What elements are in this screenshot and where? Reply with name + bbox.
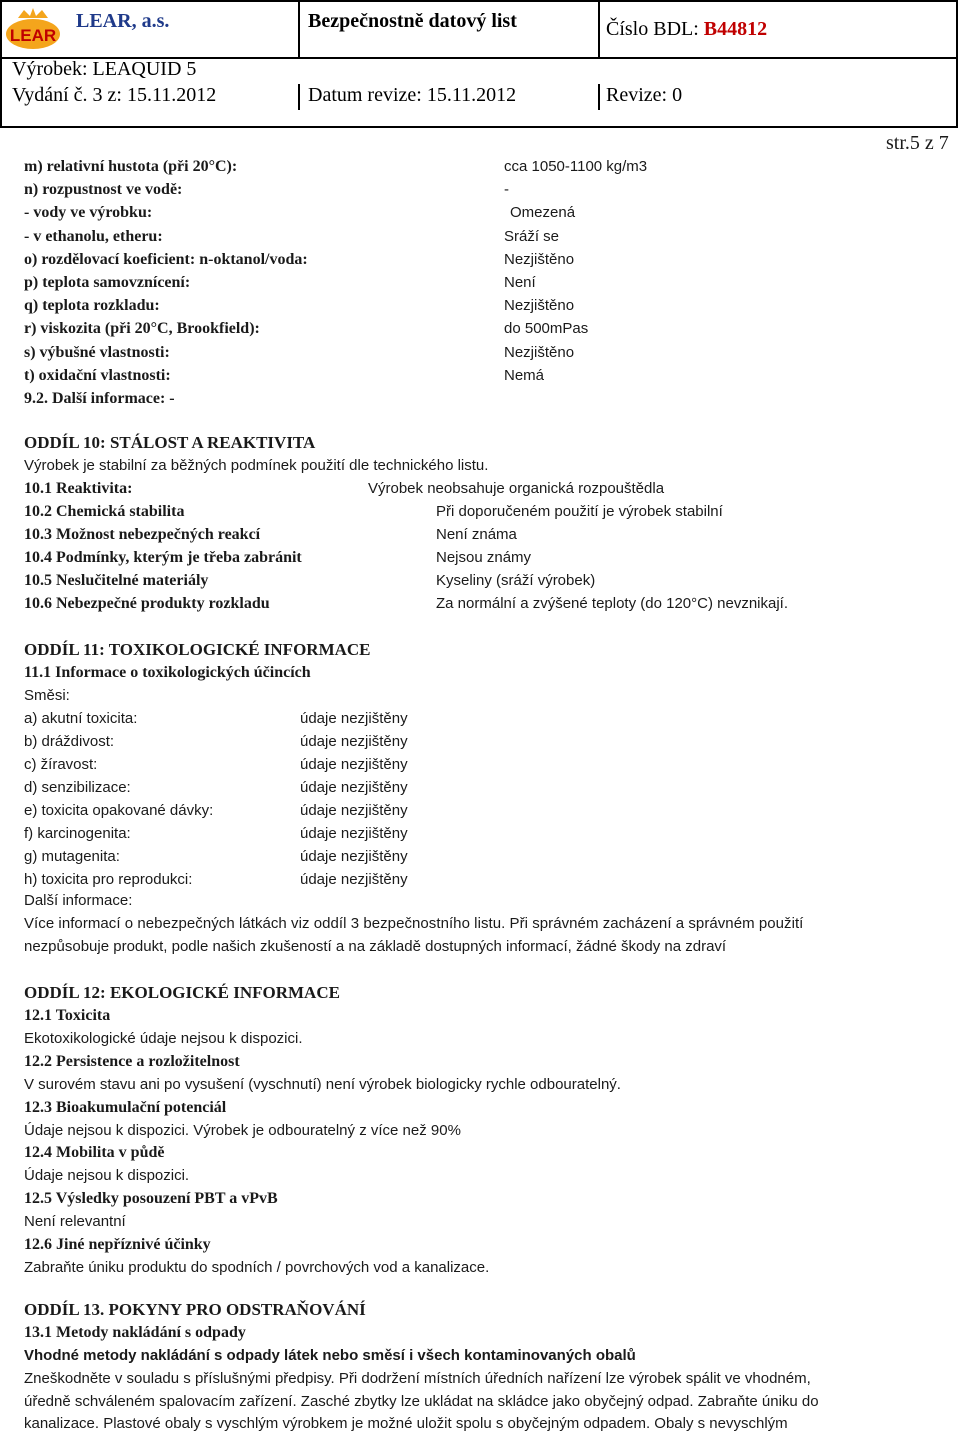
reaction-value: Nejsou známy — [436, 549, 532, 566]
property-label: o) rozdělovací koeficient: n-oktanol/voda: — [24, 250, 308, 268]
section11-title: ODDÍL 11: TOXIKOLOGICKÉ INFORMACE — [24, 640, 371, 659]
property-value: Sráží se — [504, 227, 560, 245]
page-number: str.5 z 7 — [886, 132, 949, 154]
toxicity-label: f) karcinogenita: — [24, 825, 131, 842]
toxicity-value: údaje nezjištěny — [300, 733, 408, 750]
property-label: t) oxidační vlastnosti: — [24, 366, 171, 384]
property-value: Není — [504, 274, 536, 291]
reaction-value: Za normální a zvýšené teploty (do 120°C) nevznikají. — [436, 595, 789, 612]
reaction-value: Při doporučeném použití je výrobek stabilní — [436, 503, 723, 520]
section13-line3: kanalizace. Plastové obaly s vyschlým výrobkem je možné uložit spolu s obyčejným odpadem. Obaly s nevyschlým — [24, 1415, 788, 1432]
section11-sub: 11.1 Informace o toxikologických účincích — [24, 664, 311, 681]
eco-text: Ekotoxikologické údaje nejsou k dispozici. — [24, 1030, 303, 1047]
property-value: Nemá — [504, 366, 545, 384]
property-label: 9.2. Další informace: - — [24, 390, 175, 407]
property-value: Nezjištěno — [504, 250, 575, 268]
property-value: Nezjištěno — [504, 297, 575, 315]
reaction-label: 10.2 Chemická stabilita — [24, 503, 185, 520]
toxicity-label: a) akutní toxicita: — [24, 710, 138, 727]
toxicity-label: c) žíravost: — [24, 756, 98, 773]
toxicity-value: údaje nezjištěny — [300, 802, 408, 819]
toxicity-value: údaje nezjištěny — [300, 756, 408, 773]
eco-heading: 12.2 Persistence a rozložitelnost — [24, 1052, 240, 1070]
eco-text: V surovém stavu ani po vysušení (vyschnutí) není výrobek biologicky rychle odbouratelný. — [24, 1075, 621, 1093]
document-header — [0, 0, 958, 128]
property-label: n) rozpustnost ve vodě: — [24, 181, 183, 199]
edition: Vydání č. 3 z: 15.11.2012 — [12, 84, 217, 106]
section13-sub: 13.1 Metody nakládání s odpady — [24, 1324, 246, 1341]
reaction-label: 10.4 Podmínky, kterým je třeba zabránit — [24, 549, 302, 566]
reaction-label: 10.1 Reaktivita: — [24, 480, 133, 497]
revision-date: Datum revize: 15.11.2012 — [308, 84, 517, 106]
section13-title: ODDÍL 13. POKYNY PRO ODSTRAŇOVÁNÍ — [24, 1300, 366, 1319]
section10-title: ODDÍL 10: STÁLOST A REAKTIVITA — [24, 433, 316, 452]
section12-title: ODDÍL 12: EKOLOGICKÉ INFORMACE — [24, 983, 340, 1002]
section11-para2: nezpůsobuje produkt, podle našich zkušeností a na základě dostupných informací, žádné škody na zdraví — [24, 938, 727, 955]
bdl-number: Číslo BDL: B44812 — [606, 18, 768, 40]
toxicity-value: údaje nezjištěny — [300, 825, 408, 842]
eco-heading: 12.3 Bioakumulační potenciál — [24, 1098, 227, 1116]
property-value: do 500mPas — [504, 320, 589, 338]
reaction-value: Výrobek neobsahuje organická rozpouštědla — [368, 480, 665, 497]
eco-text: Údaje nejsou k dispozici. Výrobek je odbouratelný z více než 90% — [24, 1121, 461, 1139]
reaction-label: 10.6 Nebezpečné produkty rozkladu — [24, 595, 270, 612]
logo-text: LEAR — [9, 26, 57, 45]
eco-heading: 12.5 Výsledky posouzení PBT a vPvB — [24, 1190, 278, 1208]
reaction-label: 10.5 Neslučitelné materiály — [24, 572, 209, 589]
section13-line2: úředně schváleném spalovacím zařízení. Zasché zbytky lze ukládat na skládce jako obyčejný odpad. Zabraňte úniku do — [24, 1393, 819, 1410]
toxicity-label: h) toxicita pro reprodukci: — [24, 871, 193, 888]
toxicity-value: údaje nezjištěny — [300, 848, 408, 865]
company-name: LEAR, a.s. — [76, 10, 170, 32]
property-label: q) teplota rozkladu: — [24, 297, 160, 315]
reaction-label: 10.3 Možnost nebezpečných reakcí — [24, 526, 261, 543]
section13-bold-line: Vhodné metody nakládání s odpady látek nebo směsí i všech kontaminovaných obalů — [24, 1347, 636, 1364]
section11-mix: Směsi: — [24, 687, 70, 704]
doc-type: Bezpečnostně datový list — [308, 10, 517, 32]
section10-intro: Výrobek je stabilní za běžných podmínek použití dle technického listu. — [24, 457, 489, 474]
eco-heading: 12.1 Toxicita — [24, 1007, 111, 1024]
eco-text: Není relevantní — [24, 1213, 126, 1231]
toxicity-label: g) mutagenita: — [24, 848, 120, 865]
section13-line1: Zneškodněte v souladu s příslušnými předpisy. Při dodržení místních úředních nařízení lze výrobek spálit ve vhodném, — [24, 1370, 811, 1387]
toxicity-value: údaje nezjištěny — [300, 871, 408, 888]
eco-text: Údaje nejsou k dispozici. — [24, 1167, 190, 1185]
toxicity-label: d) senzibilizace: — [24, 779, 131, 796]
property-label: p) teplota samovznícení: — [24, 274, 191, 291]
section11-more: Další informace: — [24, 892, 133, 909]
eco-heading: 12.4 Mobilita v půdě — [24, 1144, 165, 1162]
reaction-value: Kyseliny (sráží výrobek) — [436, 572, 596, 589]
product-name: Výrobek: LEAQUID 5 — [12, 58, 197, 80]
property-label: - vody ve výrobku: — [24, 204, 153, 222]
property-value: cca 1050-1100 kg/m3 — [504, 158, 648, 175]
eco-text: Zabraňte úniku produktu do spodních / povrchových vod a kanalizace. — [24, 1259, 490, 1276]
reaction-value: Není známa — [436, 526, 517, 543]
eco-heading: 12.6 Jiné nepříznivé účinky — [24, 1236, 211, 1253]
property-value: - — [504, 181, 509, 199]
toxicity-value: údaje nezjištěny — [300, 779, 408, 796]
toxicity-label: b) dráždivost: — [24, 733, 115, 750]
toxicity-label: e) toxicita opakované dávky: — [24, 802, 214, 819]
property-label: r) viskozita (při 20°C, Brookfield): — [24, 320, 260, 338]
lear-logo — [4, 4, 62, 54]
toxicity-value: údaje nezjištěny — [300, 710, 408, 727]
revision: Revize: 0 — [606, 84, 683, 106]
property-value: Nezjištěno — [504, 343, 575, 361]
property-value: Omezená — [510, 204, 576, 222]
property-label: s) výbušné vlastnosti: — [24, 343, 170, 361]
section11-para1: Více informací o nebezpečných látkách viz oddíl 3 bezpečnostního listu. Při správném zacházení a správném použití — [24, 915, 804, 932]
property-label: - v ethanolu, etheru: — [24, 227, 163, 245]
property-label: m) relativní hustota (při 20°C): — [24, 158, 238, 175]
